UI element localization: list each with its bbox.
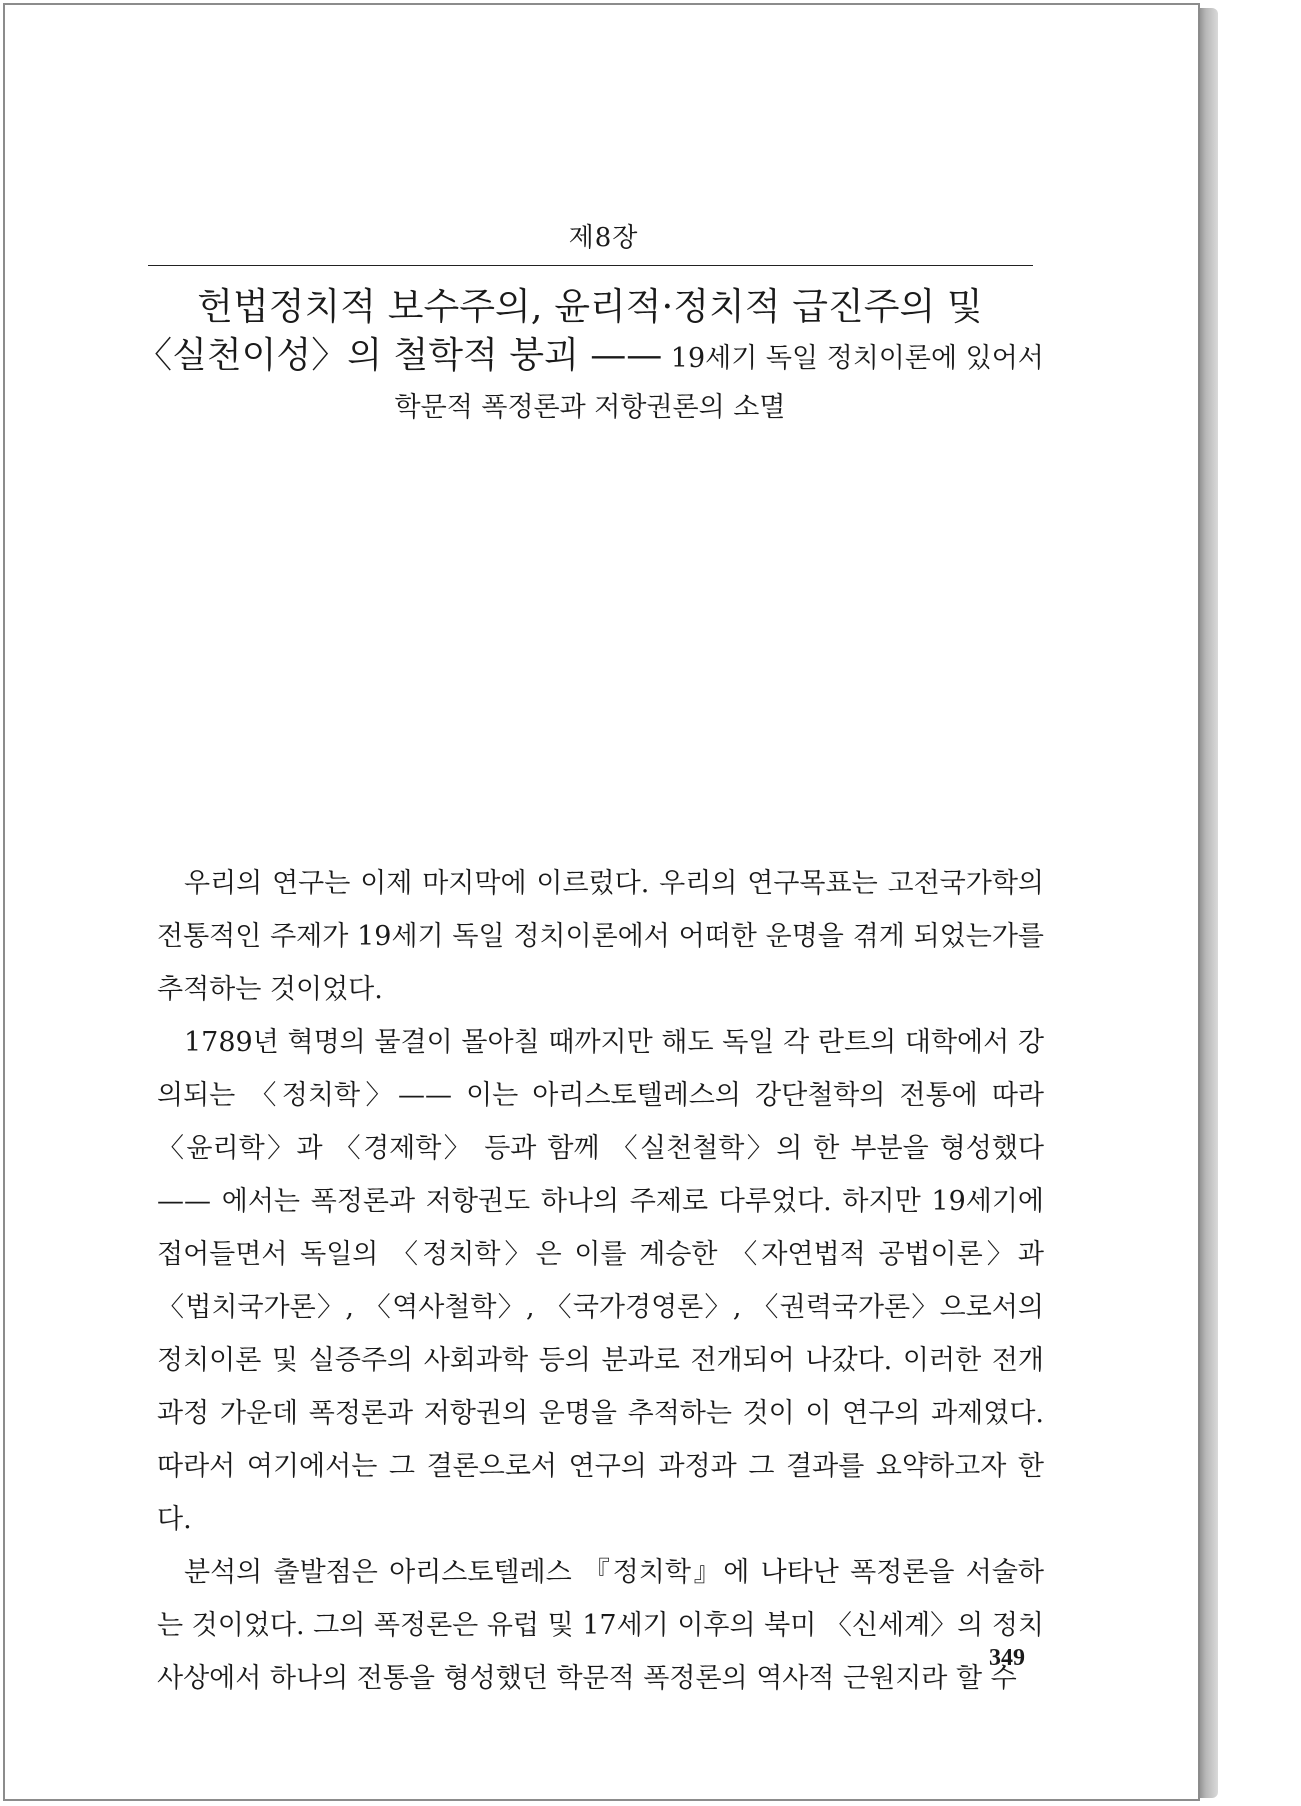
book-page	[3, 3, 1200, 1801]
paragraph-3: 분석의 출발점은 아리스토텔레스 『정치학』에 나타난 폭정론을 서술하는 것이었다. 그의 폭정론은 유럽 및 17세기 이후의 북미 〈신세계〉의 정치사상에서 하나의 전통을 형성했던 학문적 폭정론의 역사적 근원지라 할 수	[157, 1557, 1044, 1694]
page-number: 349	[989, 1645, 1025, 1671]
chapter-title	[125, 283, 1055, 425]
chapter-title-line-2-main: 〈실천이성〉의 철학적 붕괴 ——	[136, 335, 663, 377]
body-text	[157, 857, 1044, 1705]
paragraph-1: 우리의 연구는 이제 마지막에 이르렀다. 우리의 연구목표는 고전국가학의 전통적인 주제가 19세기 독일 정치이론에서 어떠한 운명을 겪게 되었는가를 추적하는 것이었다.	[157, 868, 1044, 1005]
chapter-title-line-2	[125, 333, 1055, 380]
chapter-title-line-1: 헌법정치적 보수주의, 윤리적·정치적 급진주의 및	[197, 285, 983, 328]
chapter-subtitle-part-2: 학문적 폭정론과 저항권론의 소멸	[394, 391, 786, 423]
chapter-label: 제8장	[568, 223, 639, 253]
page-edge-shadow	[1198, 8, 1218, 1798]
chapter-divider	[148, 265, 1033, 266]
paragraph-2: 1789년 혁명의 물결이 몰아칠 때까지만 해도 독일 각 란트의 대학에서 강의되는 〈정치학〉—— 이는 아리스토텔레스의 강단철학의 전통에 따라 〈윤리학〉과 〈경제학〉 등과 함께 〈실천철학〉의 한 부분을 형성했다 —— 에서는 폭정론과 저항권도 하나의 주제로 다루었다. 하지만 19세기에 접어들면서 독일의 〈정치학〉은 이를 계승한 〈자연법적 공법이론〉과 〈법치국가론〉, 〈역사철학〉, 〈국가경영론〉, 〈권력국가론〉으로서의 정치이론 및 실증주의 사회과학 등의 분과로 전개되어 나갔다. 이러한 전개과정 가운데 폭정론과 저항권의 운명을 추적하는 것이 이 연구의 과제였다. 따라서 여기에서는 그 결론으로서 연구의 과정과 그 결과를 요약하고자 한다.	[157, 1027, 1044, 1535]
chapter-subtitle-part-1: 19세기 독일 정치이론에 있어서	[662, 343, 1044, 375]
